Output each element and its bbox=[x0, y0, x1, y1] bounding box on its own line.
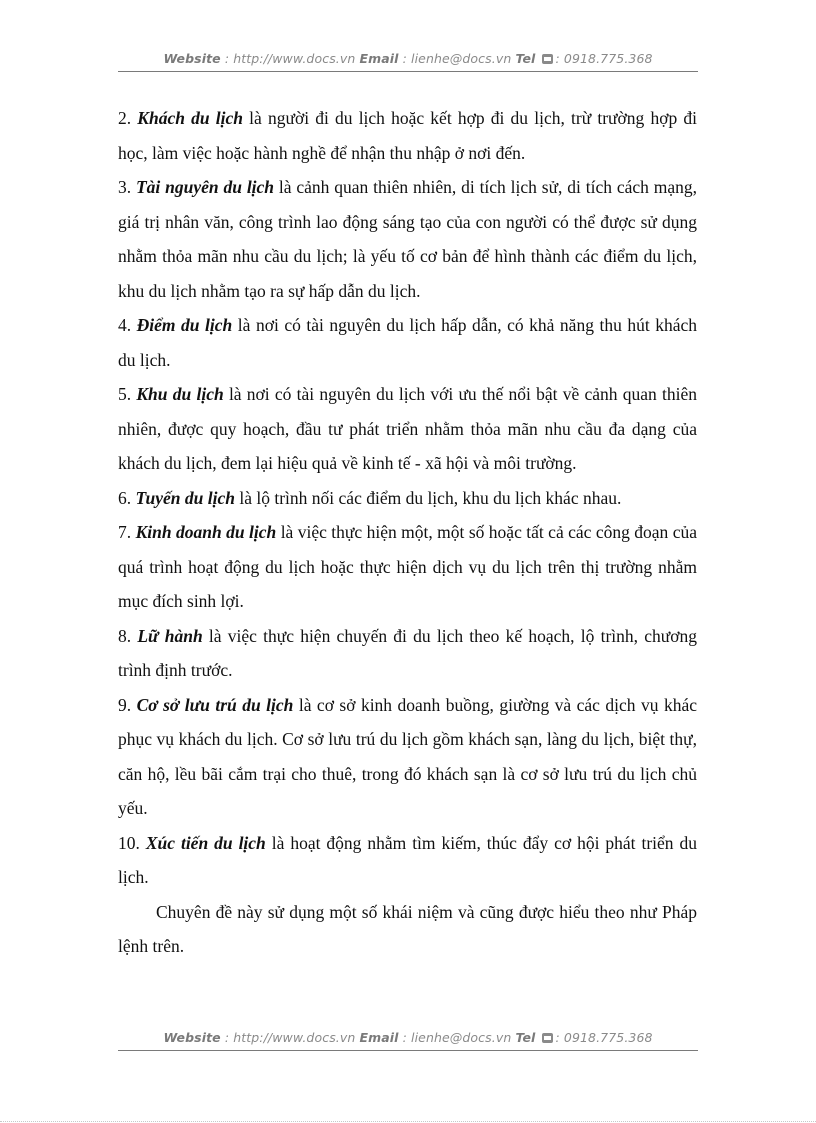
header-tel-value: : 0918.775.368 bbox=[555, 51, 653, 66]
header-tel-label: Tel bbox=[515, 51, 536, 66]
footer-tel-value: : 0918.775.368 bbox=[555, 1030, 653, 1045]
item-text: là cảnh quan thiên nhiên, di tích lịch sử, di tích cách mạng, giá trị nhân văn, công trình lao động sáng tạo của con người có thể được sử dụng nhằm thỏa mãn nhu cầu du lịch; là yếu tố cơ bản để hình thành các điểm du lịch, khu du lịch nhằm tạo ra sự hấp dẫn du lịch. bbox=[118, 177, 697, 301]
item-number: 10. bbox=[118, 832, 140, 853]
item-term: Tuyến du lịch bbox=[135, 487, 235, 508]
header-website-value[interactable]: : http://www.docs.vn bbox=[224, 51, 356, 66]
item-term: Điểm du lịch bbox=[136, 315, 233, 335]
footer-tel-label: Tel bbox=[515, 1030, 536, 1045]
item-text: là lộ trình nối các điểm du lịch, khu du lịch khác nhau. bbox=[235, 487, 622, 508]
header-email-value[interactable]: : lienhe@docs.vn bbox=[402, 51, 512, 66]
list-item bbox=[118, 101, 697, 170]
document-body bbox=[118, 101, 697, 964]
page-header bbox=[118, 51, 698, 66]
item-number: 9. bbox=[118, 694, 132, 715]
list-item bbox=[118, 826, 697, 895]
list-item bbox=[118, 308, 697, 377]
item-term: Kinh doanh du lịch bbox=[135, 522, 277, 542]
list-item bbox=[118, 170, 697, 308]
item-text: là người đi du lịch hoặc kết hợp đi du lịch, trừ trường hợp đi học, làm việc hoặc hành nghề để nhận thu nhập ở nơi đến. bbox=[118, 108, 697, 163]
item-term: Tài nguyên du lịch bbox=[135, 177, 275, 197]
item-term: Cơ sở lưu trú du lịch bbox=[136, 694, 294, 715]
item-number: 2. bbox=[118, 108, 132, 128]
item-text: là việc thực hiện chuyến đi du lịch theo kế hoạch, lộ trình, chương trình định trước. bbox=[118, 625, 697, 680]
list-item bbox=[118, 619, 697, 688]
item-number: 4. bbox=[118, 315, 132, 335]
list-item bbox=[118, 377, 697, 481]
item-text: là nơi có tài nguyên du lịch hấp dẫn, có khả năng thu hút khách du lịch. bbox=[118, 315, 698, 370]
item-number: 6. bbox=[118, 487, 132, 508]
footer-email-label: Email bbox=[359, 1030, 399, 1045]
phone-icon bbox=[542, 54, 553, 64]
item-number: 8. bbox=[118, 625, 132, 646]
item-term: Xúc tiến du lịch bbox=[145, 832, 266, 853]
item-term: Khách du lịch bbox=[137, 108, 243, 128]
header-website-label: Website bbox=[163, 51, 221, 66]
footer-email-value[interactable]: : lienhe@docs.vn bbox=[402, 1030, 512, 1045]
header-divider bbox=[118, 71, 698, 72]
list-item bbox=[118, 688, 697, 826]
phone-icon bbox=[542, 1033, 553, 1043]
item-number: 7. bbox=[118, 522, 132, 542]
item-number: 3. bbox=[118, 177, 132, 197]
footer-divider bbox=[118, 1050, 698, 1051]
header-email-label: Email bbox=[359, 51, 399, 66]
item-text: là nơi có tài nguyên du lịch với ưu thế nổi bật về cảnh quan thiên nhiên, được quy hoạch, đầu tư phát triển nhằm thỏa mãn nhu cầu đa dạng của khách du lịch, đem lại hiệu quả về kinh tế - xã hội và môi trường. bbox=[118, 384, 698, 473]
item-text: là việc thực hiện một, một số hoặc tất cả các công đoạn của quá trình hoạt động du lịch hoặc thực hiện dịch vụ du lịch trên thị trường nhằm mục đích sinh lợi. bbox=[118, 522, 698, 611]
page-footer bbox=[118, 1030, 698, 1045]
item-text: là hoạt động nhằm tìm kiếm, thúc đẩy cơ hội phát triển du lịch. bbox=[118, 832, 697, 887]
list-item bbox=[118, 515, 697, 619]
item-term: Khu du lịch bbox=[136, 384, 224, 404]
footer-website-label: Website bbox=[163, 1030, 221, 1045]
item-text: là cơ sở kinh doanh buồng, giường và các dịch vụ khác phục vụ khách du lịch. Cơ sở lưu trú du lịch gồm khách sạn, làng du lịch, biệt thự, căn hộ, lều bãi cắm trại cho thuê, trong đó khách sạn là cơ sở lưu trú du lịch chủ yếu. bbox=[118, 694, 697, 818]
closing-paragraph: Chuyên đề này sử dụng một số khái niệm và cũng được hiểu theo như Pháp lệnh trên. bbox=[118, 901, 697, 956]
item-term: Lữ hành bbox=[137, 625, 203, 646]
item-number: 5. bbox=[118, 384, 132, 404]
footer-website-value[interactable]: : http://www.docs.vn bbox=[224, 1030, 356, 1045]
page-bottom-edge bbox=[0, 1121, 816, 1122]
list-item bbox=[118, 481, 697, 516]
